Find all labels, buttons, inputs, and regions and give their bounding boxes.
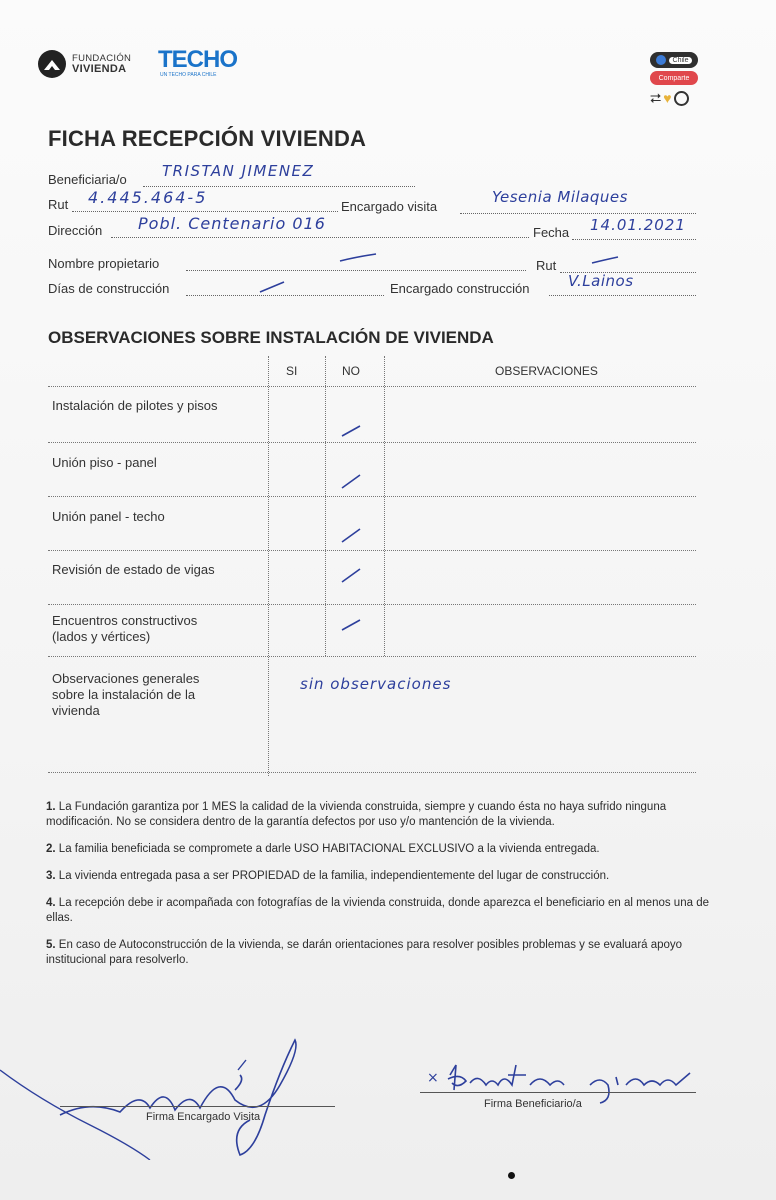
no-check-mark — [340, 526, 362, 544]
icons-row — [650, 88, 702, 108]
table-rule — [48, 550, 696, 551]
fecha-label: Fecha — [533, 225, 570, 240]
direccion-label: Dirección — [48, 223, 103, 238]
general-observations-value: sin observaciones — [300, 675, 452, 693]
propietario-dash-mark — [338, 252, 378, 264]
header-si: SI — [286, 364, 298, 378]
techo-tagline: UN TECHO PARA CHILE — [160, 72, 217, 78]
table-divider-si — [268, 356, 269, 776]
chile-pill — [650, 52, 698, 68]
direccion-line — [111, 237, 529, 238]
condition-text: La vivienda entregada pasa a ser PROPIEDAD de la familia, independientemente del lugar de construcción. — [58, 870, 610, 882]
encargado-visita-label: Encargado visita — [341, 199, 438, 214]
table-rule — [48, 772, 696, 773]
condition-number: 4. — [46, 897, 56, 909]
no-check-mark — [340, 423, 362, 439]
signature-visita — [0, 1030, 330, 1160]
table-rule — [48, 386, 696, 387]
no-check-mark — [340, 566, 362, 584]
general-observations-label: Observaciones generales — [52, 671, 200, 686]
fundacion-vivienda-logo — [38, 50, 131, 78]
header-no: NO — [342, 364, 360, 378]
comparte-pill — [650, 71, 698, 85]
encargado-construccion-value: V.Lainos — [568, 272, 634, 290]
general-observations-label: sobre la instalación de la — [52, 687, 196, 702]
signature-line-beneficiario — [420, 1092, 696, 1093]
condition-item — [46, 869, 716, 884]
table-row-label: Unión piso - panel — [52, 455, 157, 470]
globe-icon — [656, 55, 666, 65]
no-check-mark — [340, 617, 362, 633]
page-title: FICHA RECEPCIÓN VIVIENDA — [48, 126, 367, 151]
condition-text: La Fundación garantiza por 1 MES la calidad de la vivienda construida, siempre y cuando ésta no haya sufrido ninguna modificación. No se considera dentro de la garantía defectos por uso y/o mantención de la vivienda. — [46, 801, 667, 828]
table-divider-no — [325, 356, 326, 656]
table-row-label: (lados y vértices) — [52, 629, 151, 644]
condition-text: La familia beneficiada se compromete a darle USO HABITACIONAL EXCLUSIVO a la vivienda entregada. — [58, 843, 600, 855]
signature-label-visita: Firma Encargado Visita — [146, 1111, 261, 1123]
dias-slash-mark — [258, 280, 288, 294]
beneficiario-value: TRISTAN JIMENEZ — [162, 162, 315, 180]
table-rule — [48, 442, 696, 443]
table-row-label: Unión panel - techo — [52, 509, 165, 524]
condition-item — [46, 938, 716, 968]
encargado-visita-value: Yesenia Milaques — [492, 188, 628, 206]
dias-line — [186, 295, 384, 296]
rut-line — [72, 211, 338, 212]
condition-text: En caso de Autoconstrucción de la vivienda, se darán orientaciones para resolver posibles problemas y se evaluará apoyo institucional para resolverlo. — [46, 939, 683, 966]
signature-label-beneficiario: Firma Beneficiario/a — [484, 1098, 582, 1110]
condition-number: 5. — [46, 939, 56, 951]
table-row-label: Encuentros constructivos — [52, 613, 198, 628]
techo-wordmark: TECHO — [158, 46, 237, 73]
ink-dot — [508, 1172, 515, 1179]
table-row-label: Revisión de estado de vigas — [52, 562, 215, 577]
signature-x-mark: × — [427, 1070, 440, 1086]
fundacion-line1: FUNDACIÓN — [72, 53, 132, 64]
fundacion-line2: VIVIENDA — [72, 63, 127, 75]
rut-label: Rut — [48, 197, 69, 212]
table-rule — [48, 496, 696, 497]
encargado-construccion-label: Encargado construcción — [390, 281, 530, 296]
condition-item — [46, 842, 716, 857]
table-rule — [48, 656, 696, 657]
circle-icon — [674, 91, 689, 106]
table-row-label: Instalación de pilotes y pisos — [52, 398, 218, 413]
condition-number: 1. — [46, 801, 56, 813]
condition-text: La recepción debe ir acompañada con fotografías de la vivienda construida, donde aparezca el beneficiario en al menos una de ellas. — [46, 897, 709, 924]
house-icon — [38, 50, 66, 78]
rut-value: 4.445.464-5 — [88, 188, 208, 207]
nombre-propietario-label: Nombre propietario — [48, 256, 160, 271]
fecha-line — [572, 239, 696, 240]
encargado-visita-line — [460, 213, 696, 214]
table-divider-obs — [384, 356, 385, 656]
chile-label: Chile — [669, 57, 693, 64]
dias-construccion-label: Días de construcción — [48, 281, 170, 296]
header-observaciones: OBSERVACIONES — [495, 364, 598, 378]
signature-line-visita — [60, 1106, 335, 1107]
condition-item — [46, 896, 716, 926]
condition-number: 2. — [46, 843, 56, 855]
techo-logo — [158, 48, 237, 78]
chile-comparte-badge — [644, 52, 706, 112]
propietario-line — [186, 270, 526, 271]
arrows-icon: ⮂ — [650, 89, 662, 106]
beneficiario-label: Beneficiaria/o — [48, 172, 127, 187]
direccion-value: Pobl. Centenario 016 — [138, 214, 326, 233]
conditions-list — [46, 800, 716, 980]
condition-number: 3. — [46, 870, 56, 882]
rut2-label: Rut — [536, 258, 557, 273]
condition-item — [46, 800, 716, 830]
rut2-dash-mark — [590, 254, 620, 266]
no-check-mark — [340, 472, 362, 490]
heart-icon: ♥ — [663, 90, 672, 106]
beneficiario-line — [143, 186, 415, 187]
general-observations-label: vivienda — [52, 703, 100, 718]
section-title: OBSERVACIONES SOBRE INSTALACIÓN DE VIVIENDA — [48, 328, 494, 347]
table-rule — [48, 604, 696, 605]
fecha-value: 14.01.2021 — [590, 216, 686, 234]
encargado-construccion-line — [549, 295, 696, 296]
comparte-label: Comparte — [658, 74, 690, 82]
